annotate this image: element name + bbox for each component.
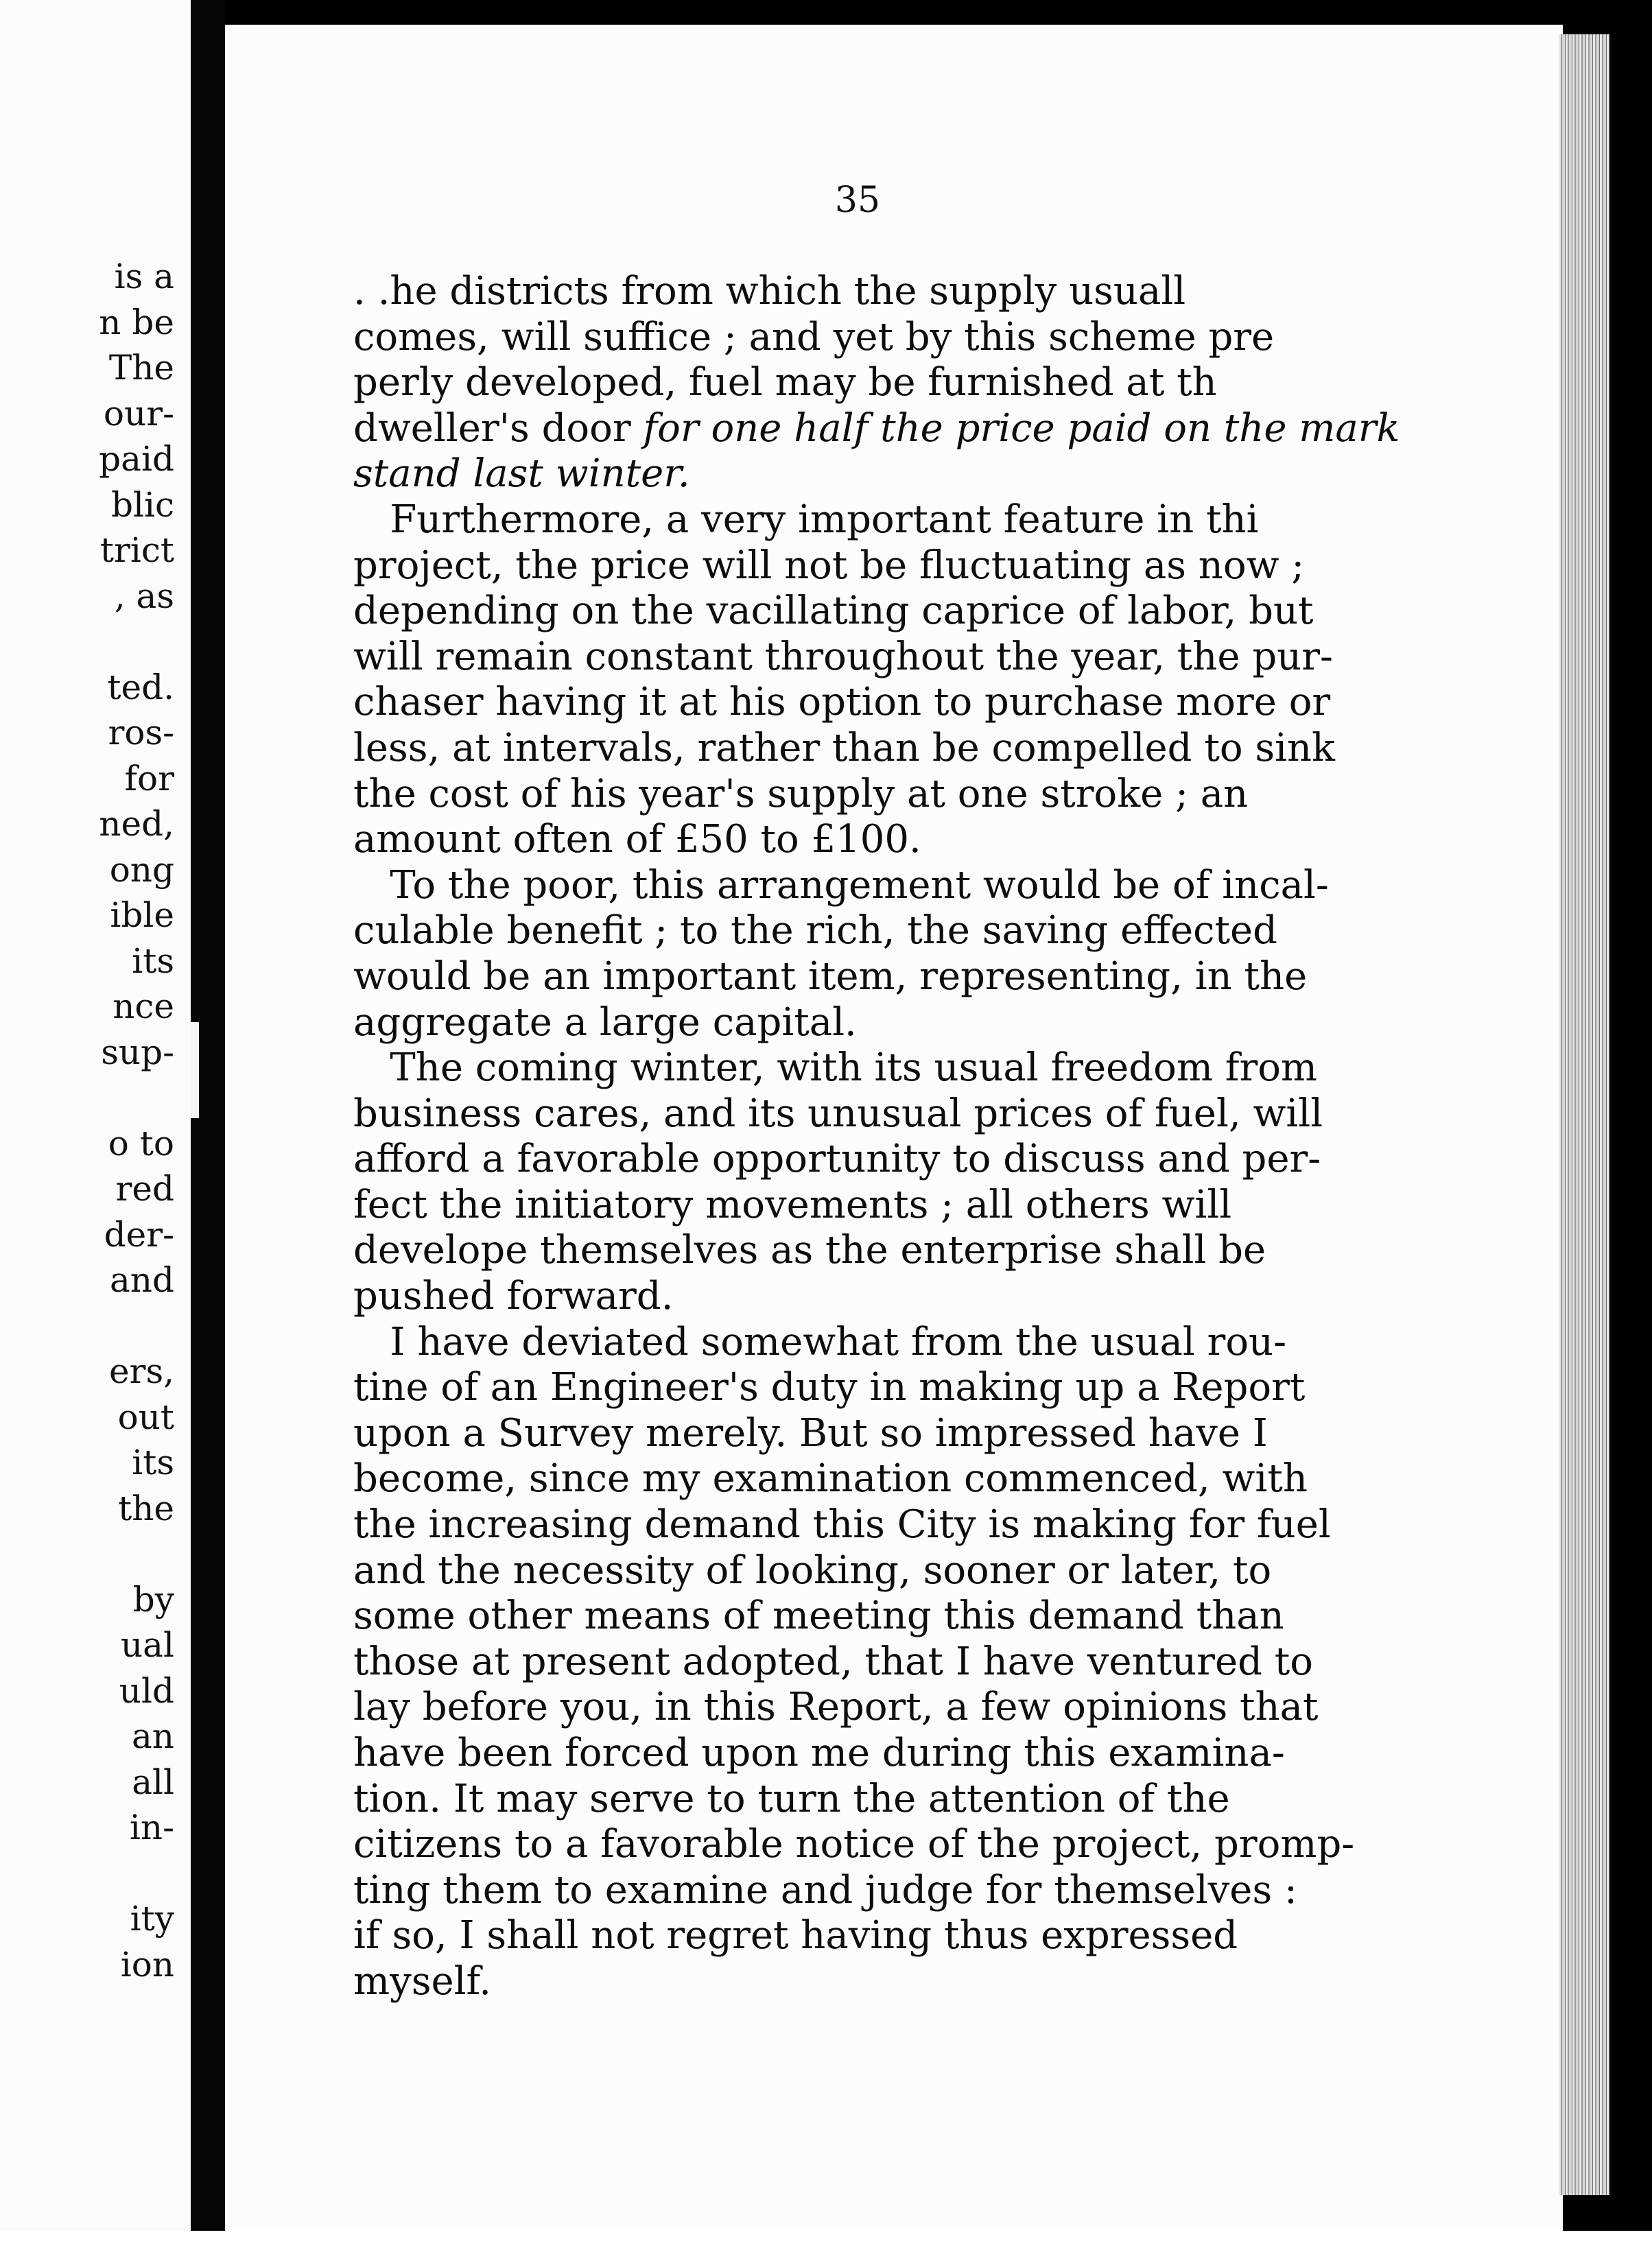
book-spine	[191, 0, 225, 2250]
line-roman: the cost of his year's supply at one stroke ; an	[353, 771, 1249, 816]
text-line	[353, 543, 1362, 589]
text-line	[353, 1045, 1362, 1091]
body-text	[353, 269, 1400, 2005]
text-line	[353, 1320, 1362, 1366]
line-roman: depending on the vacillating caprice of labor, but	[353, 589, 1314, 634]
text-line	[353, 1228, 1362, 1274]
text-line	[353, 1685, 1362, 1731]
text-line	[353, 1822, 1362, 1868]
line-roman: myself.	[353, 1958, 492, 2004]
text-line	[353, 680, 1362, 726]
text-line	[353, 1777, 1362, 1823]
text-line	[353, 817, 1362, 863]
text-line	[353, 360, 1362, 406]
text-line	[353, 863, 1362, 909]
line-roman: lay before you, in this Report, a few opinions that	[353, 1685, 1319, 1730]
text-line	[353, 1731, 1362, 1777]
line-roman: tine of an Engineer's duty in making up a Report	[353, 1365, 1306, 1410]
line-roman: afford a favorable opportunity to discuss and per-	[353, 1137, 1321, 1182]
line-roman: ting them to examine and judge for themselves :	[353, 1867, 1297, 1913]
text-line	[353, 589, 1362, 635]
text-line	[353, 1913, 1362, 1959]
previous-page-text-fragments: is a n be The our- paid blic trict , as ted. ros- for ned, ong ible its nce sup- o to red der- and ers, out its the by ual uld an all in- ity ion	[99, 257, 174, 1985]
line-roman: amount often of £50 to £100.	[353, 817, 921, 862]
text-line	[353, 772, 1362, 818]
line-roman: culable benefit ; to the rich, the saving effected	[353, 908, 1278, 954]
text-line	[353, 1091, 1362, 1137]
line-roman: fect the initiatory movements ; all others will	[353, 1182, 1232, 1227]
line-roman: tion. It may serve to turn the attention of the	[353, 1776, 1230, 1821]
line-roman: some other means of meeting this demand than	[353, 1594, 1284, 1639]
line-roman: the increasing demand this City is making for fuel	[353, 1502, 1331, 1548]
line-roman: upon a Survey merely. But so impressed have I	[353, 1410, 1268, 1456]
line-roman: have been forced upon me during this examina-	[353, 1731, 1285, 1775]
text-line	[353, 954, 1362, 1000]
text-line	[353, 315, 1362, 361]
line-roman: The coming winter, with its usual freedom from	[353, 1045, 1318, 1091]
text-line	[353, 1502, 1362, 1548]
text-line	[353, 1274, 1362, 1320]
line-roman: chaser having it at his option to purchase more or	[353, 680, 1331, 725]
text-line	[353, 1183, 1362, 1229]
line-roman: I have deviated somewhat from the usual rou-	[353, 1319, 1287, 1364]
text-line	[353, 1959, 1362, 2005]
text-line	[353, 1456, 1362, 1502]
page-edges	[1559, 34, 1609, 2195]
text-line	[353, 497, 1362, 543]
line-roman: would be an important item, representing, in the	[353, 954, 1308, 999]
line-roman: if so, I shall not regret having thus expressed	[353, 1913, 1238, 1958]
line-roman: those at present adopted, that I have ventured to	[353, 1639, 1313, 1684]
line-roman: citizens to a favorable notice of the project, promp-	[353, 1822, 1355, 1867]
line-roman: aggregate a large capital.	[353, 999, 857, 1045]
line-roman: Furthermore, a very important feature in thi	[353, 497, 1259, 542]
line-roman: and the necessity of looking, sooner or later, to	[353, 1548, 1272, 1593]
text-line	[353, 1548, 1362, 1594]
line-roman: less, at intervals, rather than be compelled to sink	[353, 725, 1335, 770]
spine-gap	[191, 1022, 199, 1118]
line-roman: project, the price will not be fluctuating as now ;	[353, 543, 1305, 588]
text-line	[353, 451, 1362, 497]
text-line	[353, 726, 1362, 772]
text-line	[353, 405, 1400, 452]
text-line	[353, 1365, 1362, 1411]
line-italic: stand last winter.	[353, 451, 690, 497]
text-line	[353, 1411, 1362, 1457]
line-roman: . .he districts from which the supply usuall	[353, 269, 1186, 313]
line-roman: pushed forward.	[353, 1274, 674, 1319]
text-line	[353, 1639, 1362, 1685]
line-roman: perly developed, fuel may be furnished at th	[353, 360, 1217, 405]
text-line	[353, 1868, 1362, 1914]
line-roman: will remain constant throughout the year, the pur-	[353, 634, 1333, 679]
text-line	[353, 635, 1362, 680]
bottom-strip	[0, 2231, 1652, 2250]
line-roman: develope themselves as the enterprise shall be	[353, 1228, 1266, 1273]
line-roman: dweller's door	[353, 405, 644, 451]
text-line	[353, 1594, 1362, 1639]
page-number: 35	[834, 180, 881, 221]
text-line	[353, 908, 1362, 954]
line-roman: To the poor, this arrangement would be of incal-	[353, 862, 1329, 908]
text-line	[353, 269, 1362, 315]
text-line	[353, 1000, 1362, 1046]
line-roman: business cares, and its unusual prices of fuel, will	[353, 1091, 1323, 1136]
previous-page-edge	[0, 0, 191, 2250]
line-roman: comes, will suffice ; and yet by this scheme pre	[353, 314, 1275, 359]
line-italic: for one half the price paid on the mark	[643, 405, 1400, 451]
line-roman: become, since my examination commenced, with	[353, 1456, 1308, 1502]
text-line	[353, 1137, 1362, 1183]
